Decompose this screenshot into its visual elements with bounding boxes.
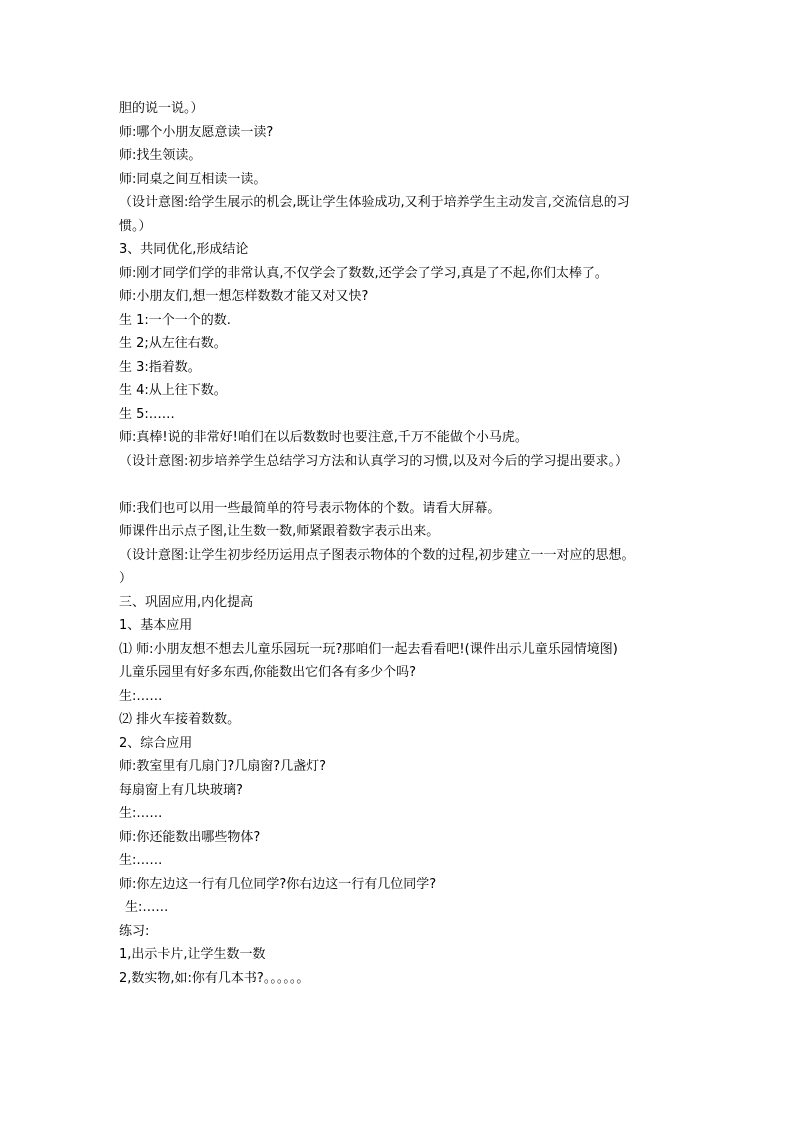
text-line: 师:真棒!说的非常好!咱们在以后数数时也要注意,千万不能做个小马虎。 — [119, 430, 528, 445]
text-line: 生:…… — [119, 853, 163, 868]
text-line: 生 4:从上往下数。 — [119, 383, 227, 398]
text-line: 儿童乐园里有好多东西,你能数出它们各有多少个吗? — [119, 665, 417, 680]
text-line: 生 1:一个一个的数. — [119, 312, 231, 328]
text-line: 师:哪个小朋友愿意读一读? — [119, 124, 274, 140]
design-intent-note: （设计意图:给学生展示的机会,既让学生体验成功,又利于培养学生主动发言,交流信息的习 — [119, 195, 630, 210]
text-line: ⑵ 排火车接着数数。 — [119, 712, 241, 727]
text-line: 惯。） — [119, 218, 152, 234]
text-line: 生 3:指着数。 — [119, 359, 201, 375]
blank-line — [119, 473, 679, 497]
text-line: 师:我们也可以用一些最简单的符号表示物体的个数。请看大屏幕。 — [119, 500, 501, 516]
text-line: 师:小朋友们,想一想怎样数数才能又对又快? — [119, 289, 369, 304]
text-line: 生 2;从左往右数。 — [119, 336, 227, 351]
text-line: ⑴ 师:小朋友想不想去儿童乐园玩一玩?那咱们一起去看看吧!(课件出示儿童乐园情境图) — [119, 641, 618, 657]
text-line: ） — [119, 571, 133, 586]
text-line: 师:同桌之间互相读一读。 — [119, 171, 267, 187]
text-line: 师:你还能数出哪些物体? — [119, 829, 261, 845]
text-line: 1,出示卡片,让学生数一数 — [119, 947, 266, 962]
text-line: 生:…… — [119, 688, 163, 704]
document-body — [119, 97, 679, 990]
subsection-heading: 2、综合应用 — [119, 735, 193, 751]
text-line: 练习: — [119, 923, 150, 939]
text-line: 师:刚才同学们学的非常认真,不仅学会了数数,还学会了学习,真是了不起,你们太棒了。 — [119, 265, 608, 281]
text-line: 每扇窗上有几块玻璃? — [119, 782, 243, 798]
text-line: 师:你左边这一行有几位同学?你右边这一行有几位同学? — [119, 876, 437, 892]
section-heading: 三、巩固应用,内化提高 — [119, 594, 254, 610]
text-line: 师:教室里有几扇门?几扇窗?几盏灯? — [119, 759, 327, 774]
text-line: 生 5:…… — [119, 406, 175, 422]
text-line: 2,数实物,如:你有几本书?。。。。。。 — [119, 970, 310, 986]
subsection-heading: 1、基本应用 — [119, 618, 193, 633]
text-line: 胆的说一说。） — [119, 101, 204, 116]
text-line: 生:…… — [119, 806, 163, 821]
text-line: 师:找生领读。 — [119, 148, 202, 163]
text-line: 师课件出示点子图,让生数一数,师紧跟着数字表示出来。 — [119, 524, 440, 539]
text-line: 生:…… — [125, 900, 169, 915]
design-intent-note: （设计意图:初步培养学生总结学习方法和认真学习的习惯,以及对今后的学习提出要求。） — [119, 453, 629, 469]
section-heading: 3、共同优化,形成结论 — [119, 242, 249, 257]
design-intent-note: （设计意图:让学生初步经历运用点子图表示物体的个数的过程,初步建立一一对应的思想。 — [119, 547, 635, 563]
